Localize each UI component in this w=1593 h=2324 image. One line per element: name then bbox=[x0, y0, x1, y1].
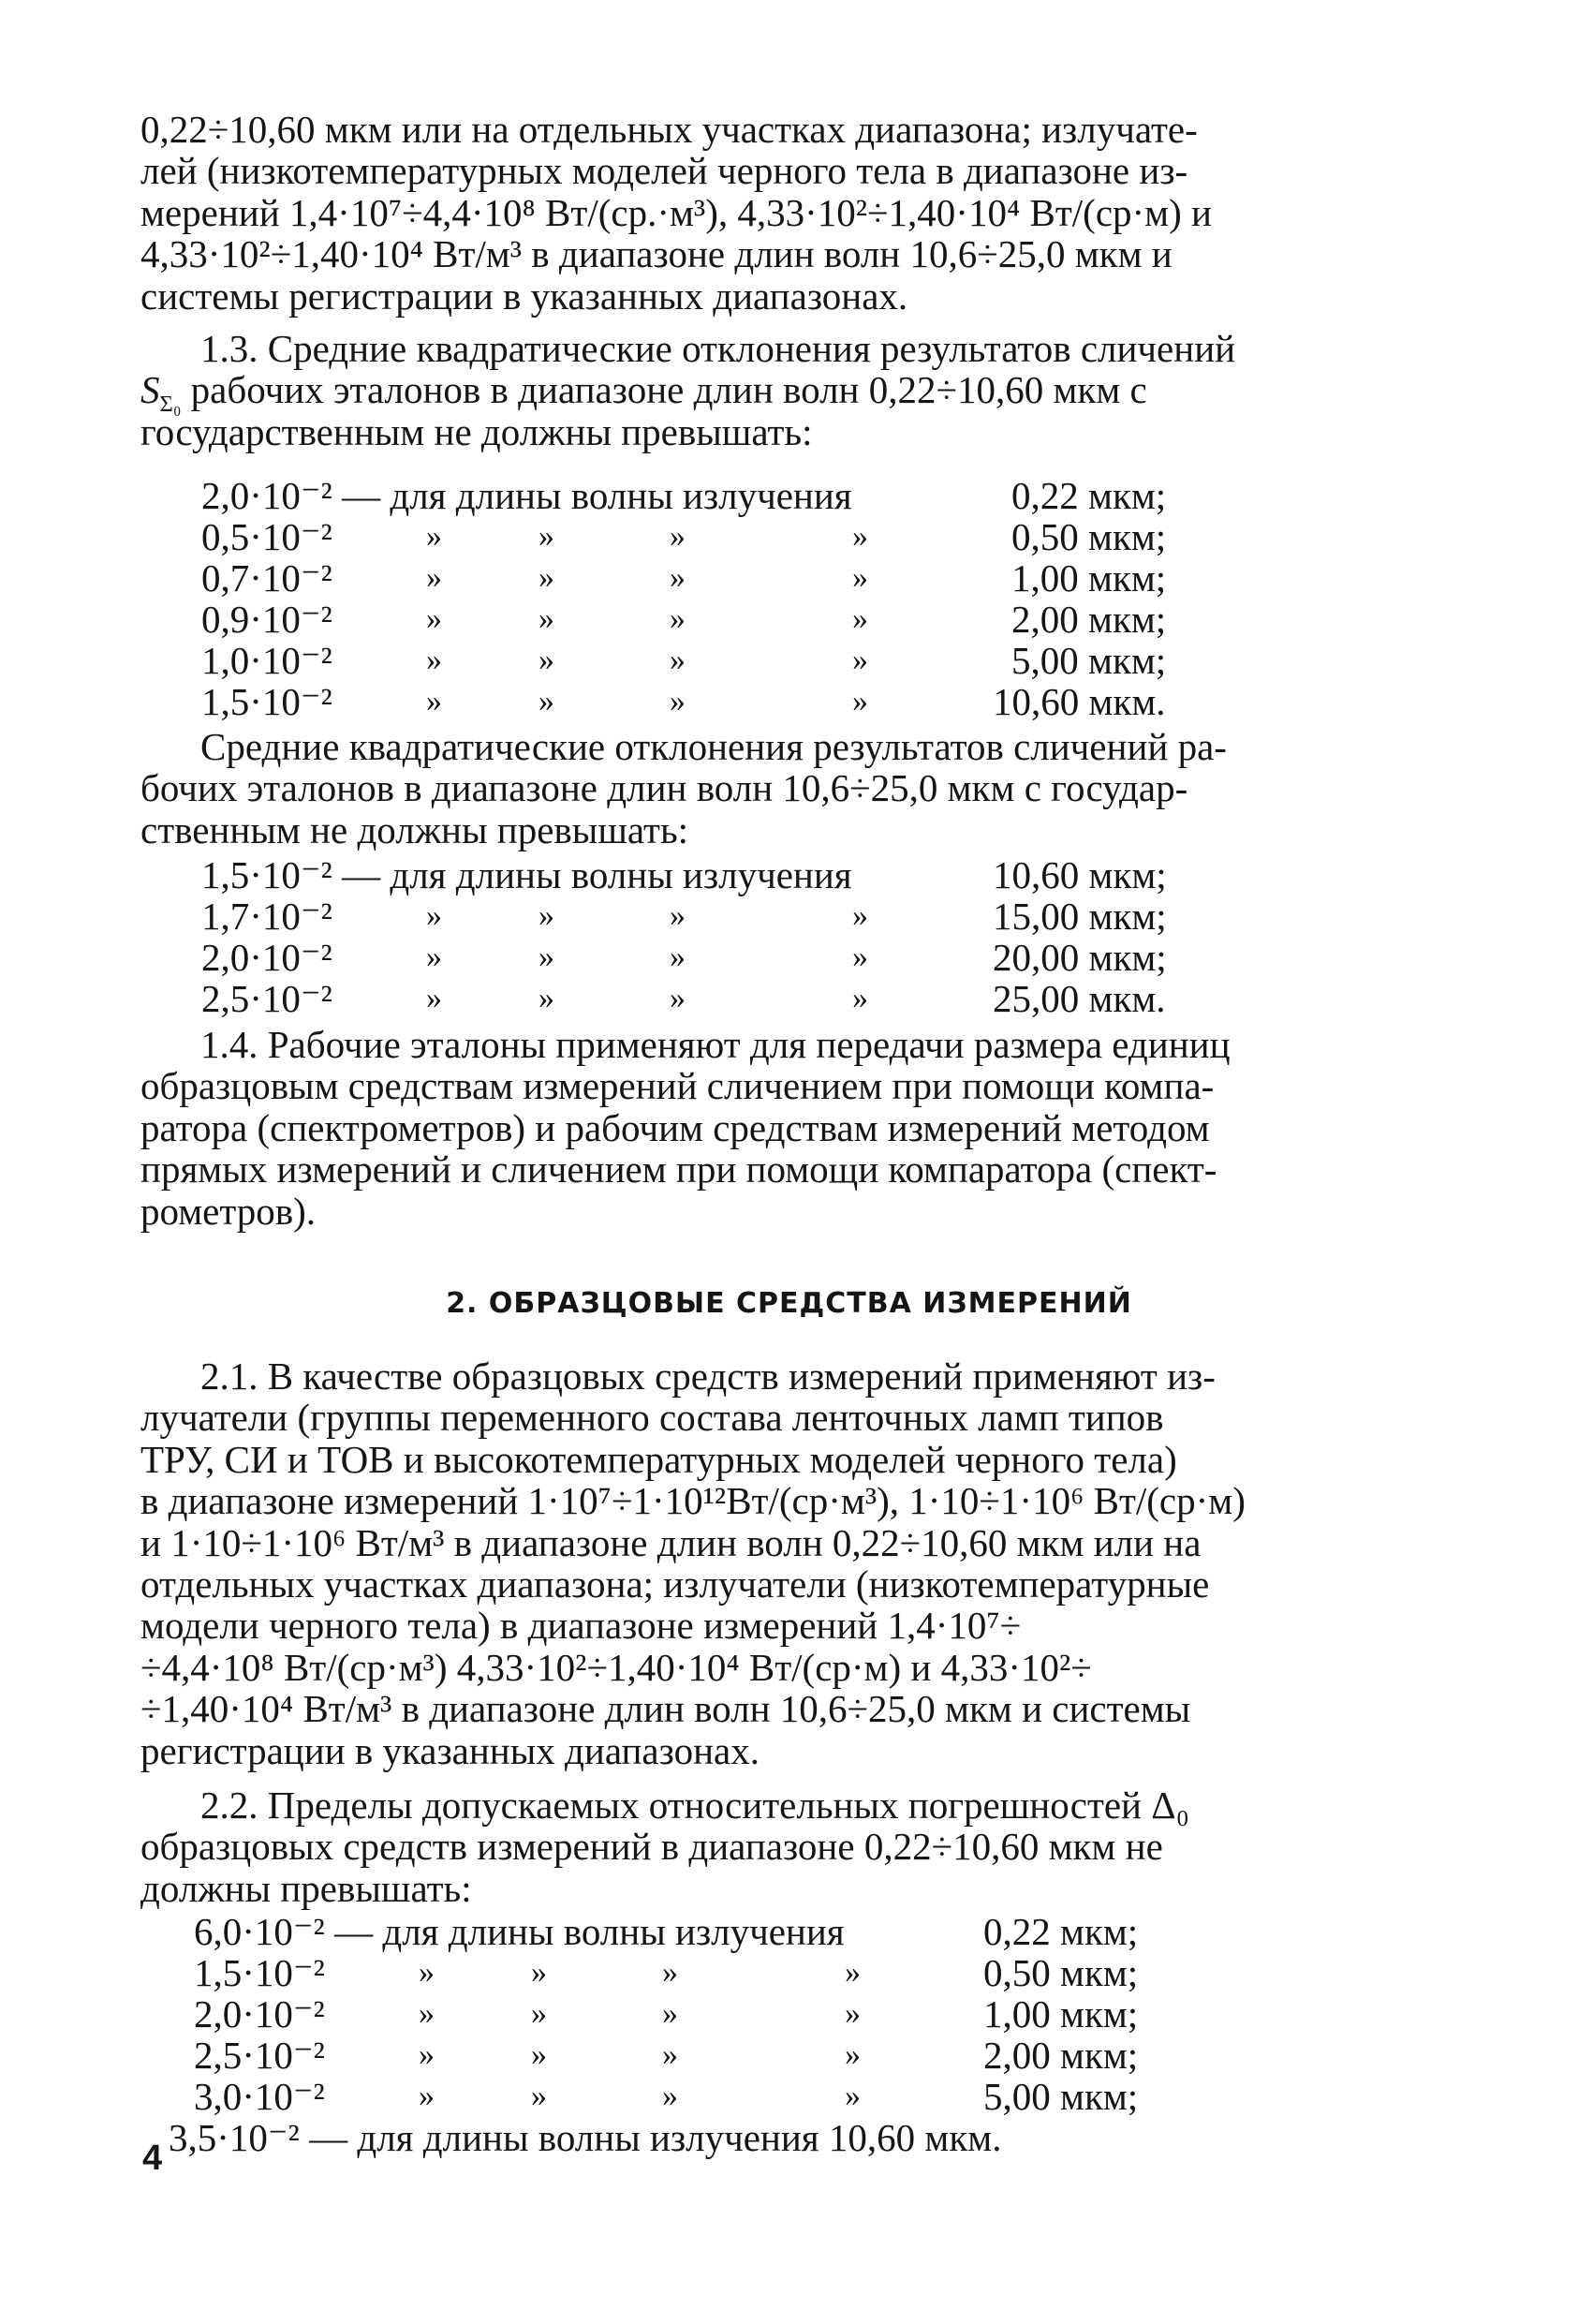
text-line: 1.4. Рабочие эталоны применяют для передачи размера единиц bbox=[200, 1023, 1231, 1066]
ditto-mark: » bbox=[426, 981, 442, 1015]
table-cell-value: 2,0·10⁻² — для длины волны излучения bbox=[201, 474, 852, 517]
ditto-mark: » bbox=[852, 898, 868, 933]
ditto-mark: » bbox=[419, 2037, 435, 2072]
text-line: бочих эталонов в диапазоне длин волн 10,6÷25,0 мкм с государ- bbox=[140, 766, 1188, 810]
ditto-mark: » bbox=[670, 684, 686, 718]
table-row bbox=[201, 640, 1232, 681]
ditto-mark: » bbox=[662, 1955, 678, 1990]
ditto-mark: » bbox=[426, 684, 442, 718]
table-cell-wavelength: 2,00 мкм; bbox=[1011, 598, 1167, 641]
text-line bbox=[140, 368, 1438, 418]
table-cell-wavelength: 0,50 мкм; bbox=[1011, 515, 1167, 558]
ditto-mark: » bbox=[426, 940, 442, 974]
ditto-mark: » bbox=[845, 2079, 861, 2113]
table-row bbox=[194, 2076, 1224, 2117]
formula-symbol: S bbox=[140, 368, 160, 412]
ditto-mark: » bbox=[670, 981, 686, 1015]
text-line: в диапазоне измерений 1·10⁷÷1·10¹²Вт/(ср·м³), 1·10÷1·10⁶ Вт/(ср·м) bbox=[140, 1479, 1246, 1523]
table-error-limits bbox=[194, 1911, 1224, 2117]
text-line: 0,22÷10,60 мкм или на отдельных участках диапазона; излучате- bbox=[140, 108, 1198, 151]
table-cell-value: 2,0·10⁻² bbox=[194, 1992, 325, 2035]
table-error-limits-last-row bbox=[169, 2117, 1292, 2158]
text-line: 1.3. Средние квадратические отклонения результатов сличений bbox=[200, 327, 1236, 370]
ditto-mark: » bbox=[538, 981, 554, 1015]
ditto-mark: » bbox=[845, 1996, 861, 2031]
paragraph-2-2 bbox=[140, 1784, 1438, 1909]
table-cell-value: 0,7·10⁻² bbox=[201, 556, 332, 600]
ditto-mark: » bbox=[670, 643, 686, 677]
section-heading: 2. ОБРАЗЦОВЫЕ СРЕДСТВА ИЗМЕРЕНИЙ bbox=[446, 1287, 1132, 1320]
ditto-mark: » bbox=[531, 2079, 547, 2113]
text-line: ратора (спектрометров) и рабочим средствам измерений методом bbox=[140, 1105, 1210, 1149]
ditto-mark: » bbox=[426, 898, 442, 933]
ditto-mark: » bbox=[426, 601, 442, 636]
text-line: 2.2. Пределы допускаемых относительных погрешностей Δ₀ bbox=[200, 1784, 1189, 1827]
table-row bbox=[201, 937, 1232, 978]
ditto-mark: » bbox=[845, 1955, 861, 1990]
table-row bbox=[194, 1911, 1224, 1952]
text-line: отдельных участках диапазона; излучатели (низкотемпературные bbox=[140, 1562, 1210, 1606]
table-row bbox=[201, 516, 1232, 557]
table-cell-wavelength: 0,22 мкм; bbox=[983, 1910, 1139, 1953]
text-line: системы регистрации в указанных диапазонах. bbox=[140, 274, 908, 318]
table-cell-wavelength: 15,00 мкм; bbox=[993, 895, 1167, 938]
ditto-mark: » bbox=[852, 519, 868, 554]
table-row bbox=[201, 854, 1232, 896]
table-cell-value: 1,7·10⁻² bbox=[201, 895, 332, 938]
ditto-mark: » bbox=[662, 2079, 678, 2113]
table-row bbox=[201, 978, 1232, 1019]
ditto-mark: » bbox=[419, 1955, 435, 1990]
table-cell-value: 2,5·10⁻² bbox=[201, 977, 332, 1020]
table-row bbox=[194, 1952, 1224, 1993]
table-cell-value: 2,5·10⁻² bbox=[194, 2034, 325, 2077]
page-number: 4 bbox=[142, 2139, 163, 2178]
text-line: модели черного тела) в диапазоне измерений 1,4·10⁷÷ bbox=[140, 1604, 1022, 1648]
table-cell-wavelength: 2,00 мкм; bbox=[983, 2034, 1139, 2077]
text-line: должны превышать: bbox=[140, 1866, 472, 1910]
table-cell-wavelength: 10,60 мкм. bbox=[993, 680, 1166, 723]
ditto-mark: » bbox=[852, 643, 868, 677]
table-row bbox=[201, 599, 1232, 640]
table-cell-wavelength: 5,00 мкм; bbox=[1011, 639, 1167, 682]
table-cell-value: 3,5·10⁻² — для длины волны излучения 10,60 мкм. bbox=[169, 2116, 1002, 2159]
ditto-mark: » bbox=[662, 1996, 678, 2031]
ditto-mark: » bbox=[670, 519, 686, 554]
table-cell-wavelength: 1,00 мкм; bbox=[983, 1992, 1139, 2035]
table-cell-wavelength: 0,50 мкм; bbox=[983, 1951, 1139, 1994]
table-cell-wavelength: 10,60 мкм; bbox=[993, 853, 1167, 896]
text-line: 2.1. В качестве образцовых средств измерений применяют из- bbox=[200, 1354, 1216, 1398]
ditto-mark: » bbox=[845, 2037, 861, 2072]
text-line: образцовых средств измерений в диапазоне 0,22÷10,60 мкм не bbox=[140, 1825, 1163, 1869]
text-line: мерений 1,4·10⁷÷4,4·10⁸ Вт/(ср.·м³), 4,33·10²÷1,40·10⁴ Вт/(ср·м) и bbox=[140, 190, 1212, 234]
table-cell-value: 6,0·10⁻² — для длины волны излучения bbox=[194, 1910, 845, 1953]
ditto-mark: » bbox=[538, 684, 554, 718]
ditto-mark: » bbox=[538, 601, 554, 636]
text-line: и 1·10÷1·10⁶ Вт/м³ в диапазоне длин волн 0,22÷10,60 мкм или на bbox=[140, 1520, 1202, 1564]
text-line: прямых измерений и сличением при помощи компаратора (спект- bbox=[140, 1147, 1217, 1192]
paragraph-intro bbox=[140, 109, 1438, 317]
table-row bbox=[201, 557, 1232, 599]
text-line: лей (низкотемпературных моделей черного тела в диапазоне из- bbox=[140, 149, 1188, 193]
text-line: 4,33·10²÷1,40·10⁴ Вт/м³ в диапазоне длин волн 10,6÷25,0 мкм и bbox=[140, 232, 1173, 276]
text-line: Средние квадратические отклонения результатов сличений ра- bbox=[200, 725, 1227, 768]
paragraph-2-1 bbox=[140, 1355, 1438, 1771]
table-cell-value: 0,9·10⁻² bbox=[201, 598, 332, 641]
table-std-deviation-2 bbox=[201, 854, 1232, 1019]
ditto-mark: » bbox=[531, 1996, 547, 2031]
ditto-mark: » bbox=[852, 601, 868, 636]
paragraph-1-4 bbox=[140, 1024, 1438, 1232]
table-cell-value: 1,5·10⁻² bbox=[194, 1951, 325, 1994]
ditto-mark: » bbox=[538, 560, 554, 595]
table-row bbox=[194, 2035, 1224, 2076]
table-row bbox=[194, 1993, 1224, 2035]
text-line: ственным не должны превышать: bbox=[140, 807, 689, 851]
table-cell-value: 1,0·10⁻² bbox=[201, 639, 332, 682]
text-line: рометров). bbox=[140, 1189, 317, 1233]
text-line: ÷4,4·10⁸ Вт/(ср·м³) 4,33·10²÷1,40·10⁴ Вт/(ср·м) и 4,33·10²÷ bbox=[140, 1645, 1092, 1689]
table-cell-value: 1,5·10⁻² bbox=[201, 680, 332, 723]
ditto-mark: » bbox=[852, 981, 868, 1015]
ditto-mark: » bbox=[662, 2037, 678, 2072]
table-cell-value: 2,0·10⁻² bbox=[201, 936, 332, 979]
ditto-mark: » bbox=[419, 2079, 435, 2113]
table-row bbox=[201, 475, 1232, 516]
ditto-mark: » bbox=[531, 2037, 547, 2072]
table-row bbox=[201, 896, 1232, 937]
table-cell-wavelength: 25,00 мкм. bbox=[993, 977, 1166, 1020]
ditto-mark: » bbox=[531, 1955, 547, 1990]
text-line: образцовым средствам измерений сличением при помощи компа- bbox=[140, 1064, 1215, 1108]
table-cell-wavelength: 0,22 мкм; bbox=[1011, 474, 1167, 517]
table-cell-value: 3,0·10⁻² bbox=[194, 2075, 325, 2118]
table-row bbox=[169, 2117, 1292, 2158]
ditto-mark: » bbox=[852, 560, 868, 595]
ditto-mark: » bbox=[670, 601, 686, 636]
ditto-mark: » bbox=[670, 940, 686, 974]
ditto-mark: » bbox=[538, 898, 554, 933]
ditto-mark: » bbox=[852, 684, 868, 718]
formula-subscript: Σ₀ bbox=[159, 392, 182, 418]
table-cell-wavelength: 1,00 мкм; bbox=[1011, 556, 1167, 600]
ditto-mark: » bbox=[670, 898, 686, 933]
table-cell-value: 1,5·10⁻² — для длины волны излучения bbox=[201, 853, 852, 896]
ditto-mark: » bbox=[852, 940, 868, 974]
text-line: регистрации в указанных диапазонах. bbox=[140, 1728, 760, 1772]
ditto-mark: » bbox=[538, 940, 554, 974]
table-cell-value: 0,5·10⁻² bbox=[201, 515, 332, 558]
ditto-mark: » bbox=[426, 643, 442, 677]
ditto-mark: » bbox=[538, 643, 554, 677]
ditto-mark: » bbox=[426, 519, 442, 554]
text-fragment: рабочих эталонов в диапазоне длин волн 0,22÷10,60 мкм с bbox=[181, 368, 1147, 412]
text-line: ТРУ, СИ и ТОВ и высокотемпературных моделей черного тела) bbox=[140, 1437, 1177, 1481]
table-row bbox=[201, 681, 1232, 722]
text-line: ÷1,40·10⁴ Вт/м³ в диапазоне длин волн 10,6÷25,0 мкм и системы bbox=[140, 1687, 1191, 1731]
table-std-deviation-1 bbox=[201, 475, 1232, 722]
text-line: государственным не должны превышать: bbox=[140, 409, 813, 453]
ditto-mark: » bbox=[426, 560, 442, 595]
paragraph-1-3-continued bbox=[140, 726, 1438, 851]
paragraph-1-3 bbox=[140, 328, 1438, 452]
table-cell-wavelength: 5,00 мкм; bbox=[983, 2075, 1139, 2118]
ditto-mark: » bbox=[538, 519, 554, 554]
text-line: лучатели (группы переменного состава ленточных ламп типов bbox=[140, 1396, 1164, 1440]
ditto-mark: » bbox=[419, 1996, 435, 2031]
ditto-mark: » bbox=[670, 560, 686, 595]
table-cell-wavelength: 20,00 мкм; bbox=[993, 936, 1167, 979]
